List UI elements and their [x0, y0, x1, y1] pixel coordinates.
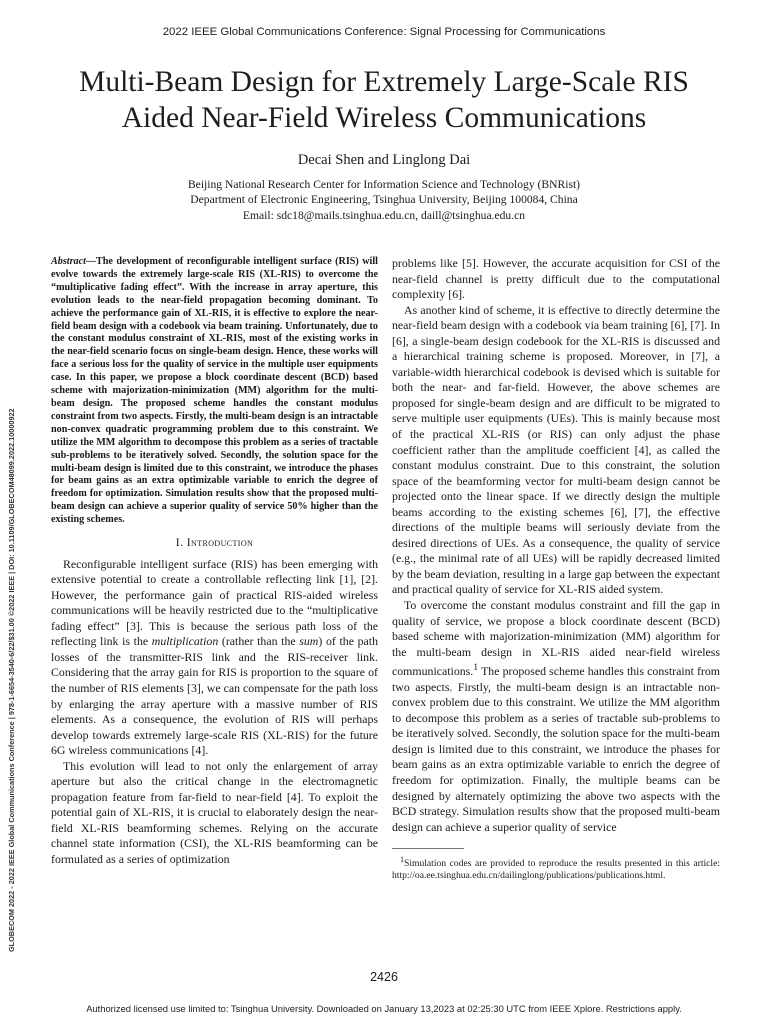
footnote-number: 1: [400, 855, 404, 865]
intro-p1-text: (rather than the: [218, 634, 300, 649]
paper-title-line: Aided Near-Field Wireless Communications: [121, 102, 647, 134]
footnote-divider: [392, 848, 464, 849]
author-affiliation: [0, 177, 768, 223]
section-heading-introduction: I. Introduction: [175, 536, 254, 550]
intro-paragraph-2: This evolution will lead to not only the enlargement of array aperture but also the critical change in the electromagnetic propagation feature from far-field to near-field [4]. To exploit the potential gain of XL-RIS, it is crucial to elaborately design the near-field XL-RIS beamforming schemes. Relying on the accurate channel state information (CSI), the XL-RIS beamforming can be formulated as a series of optimization: [51, 758, 378, 866]
side-doi-strip: GLOBECOM 2022 - 2022 IEEE Global Communications Conference | 978-1-6654-3540-6/22/$31.00 ©2022 IEEE | DOI: 10.1109/GLOBECOM48099.2022.10000922: [7, 408, 16, 952]
footnote-marker: 1: [473, 662, 479, 674]
intro-paragraph-4: [392, 598, 720, 835]
intro-p1-emphasis: multiplication: [151, 634, 219, 649]
affiliation-email: Email: sdc18@mails.tsinghua.edu.cn, daill@tsinghua.edu.cn: [242, 208, 526, 222]
intro-p4-text: To overcome the constant modulus constraint and fill the gap in quality of service, we propose a block coordinate descent (BCD) based scheme with majorization-minimization (MM) algorithm for the multi-beam design in XL-RIS aided near-field wireless communications.: [392, 598, 720, 679]
abstract: [51, 256, 378, 527]
intro-p1-text: Reconfigurable intelligent surface (RIS) has been emerging with extensive potential to create a controllable reflecting link [1], [2]. However, the performance gain of practical RIS-aided wireless communications will be heavily restricted due to the “multiplicative fading effect” [3]. This is because the serious path loss of the reflecting link is the: [51, 556, 378, 649]
footnote: [392, 854, 720, 881]
intro-paragraph-2-continued: problems like [5]. However, the accurate acquisition for CSI of the near-field channel is pretty difficult due to the computational complexity [6].: [392, 256, 720, 302]
intro-paragraph-3: As another kind of scheme, it is effective to directly determine the near-field beam design with a codebook via beam training [6], [7]. In [6], a single-beam design codebook for the XL-RIS is discussed and a hierarchical training scheme is proposed. Moreover, in [7], a variable-width hierarchical codebook is devised which is suitable for both the near- and far-field. However, the above schemes are proposed for single-beam design and are difficult to be migrated to serve multiple user equipments (UEs). This is mainly because most of the practical XL-RIS (or RIS) can only adjust the phase coefficient rather than the amplitude coefficient [4], as called the constant modulus constraint. Due to this constraint, the solution space of the beamforming vector for multi-beam design cannot be projected onto the linear space. If we directly design the multiple beams according to the existing schemes [6], [7], the effective directions of the multiple beams will seriously deviate from the desired directions of UEs. As a consequence, the quality of service (e.g., the minimal rate of all UEs) will be rapidly decreased limited by the beam deviation, resulting in a large gap between the expectant and practical quality of service for XL-RIS aided system.: [392, 302, 720, 597]
intro-p4-text: The proposed scheme handles this constraint from two aspects. Firstly, the multi-beam design is an intractable non-convex problem due to this constraint. We utilize the MM algorithm to decompose this problem as a series of tractable sub-problems to be iteratively solved. Secondly, the solution space for the multi-beam design is limited due to this constraint, we introduce the phases for beam gains as an extra optimizable variable to enrich the degree of freedom for optimization. Finally, the multiple beams can be designed by alternately optimizing the above two aspects with the BCD strategy. Simulation results show that the proposed multi-beam design can achieve a superior quality of service: [392, 664, 720, 834]
paper-title-line: Multi-Beam Design for Extremely Large-Scale RIS: [79, 66, 689, 98]
affiliation-line: Department of Electronic Engineering, Tsinghua University, Beijing 100084, China: [190, 193, 578, 207]
abstract-label: Abstract: [51, 256, 86, 267]
paper-title: [40, 64, 728, 136]
footnote-text: Simulation codes are provided to reproduce the results presented in this article: http://oa.ee.tsinghua.edu.cn/dailinglong/publications/publications.html.: [392, 858, 720, 881]
right-column: [392, 256, 720, 882]
conference-header: 2022 IEEE Global Communications Conference: Signal Processing for Communications: [162, 26, 606, 38]
abstract-text: —The development of reconfigurable intelligent surface (RIS) will evolve towards the extremely large-scale RIS (XL-RIS) to overcome the “multiplicative fading effect”. With the increase in array aperture, this evolution leads to the near-field propagation becoming dominant. To achieve the performance gain of XL-RIS, it is effective to explore the near-field beam design with a codebook via beam training. Unfortunately, due to the constant modulus constraint of XL-RIS, most of the existing works in the near-field scenario focus on single-beam design. Hence, these works will face a serious loss for the quality of service in the multiple user equipments case. In this paper, we propose a block coordinate descent (BCD) based scheme with majorization-minimization (MM) algorithm for the multi-beam design. The proposed scheme handles the constant modulus constraint from two aspects. Firstly, the multi-beam design is an intractable non-convex quadratic programming problem due to this constraint. We utilize the MM algorithm to decompose this problem as a series of tractable sub-problems to be iteratively solved. Secondly, the solution space for the multi-beam design is limited due to this constraint, we introduce the phases for beam gains as an extra optimizable variable to enrich the degree of freedom for optimization. Simulation results show that the proposed multi-beam design can achieve a superior quality of service 50% higher than the existing schemes.: [51, 256, 378, 526]
intro-p1-emphasis: sum: [299, 634, 319, 649]
paper-authors: Decai Shen and Linglong Dai: [297, 152, 471, 168]
intro-p1-text: ) of the path losses of the transmitter-RIS link and the RIS-receiver link. Considering that the array gain for RIS is proportion to the square of the number of RIS elements [3], we can compensate for the path loss by enlarging the array aperture with a massive number of RIS elements. As a consequence, the evolution of RIS will perhaps develop towards extremely large-scale RIS (XL-RIS) for the future 6G wireless communications [4].: [51, 634, 378, 758]
page-number: 2426: [370, 970, 398, 984]
left-column: [51, 256, 378, 868]
license-notice: Authorized licensed use limited to: Tsinghua University. Downloaded on January 13,2023 at 02:25:30 UTC from IEEE Xplore. Restrictions apply.: [86, 1003, 682, 1014]
affiliation-line: Beijing National Research Center for Information Science and Technology (BNRist): [187, 178, 581, 191]
intro-paragraph-1: [51, 557, 378, 759]
